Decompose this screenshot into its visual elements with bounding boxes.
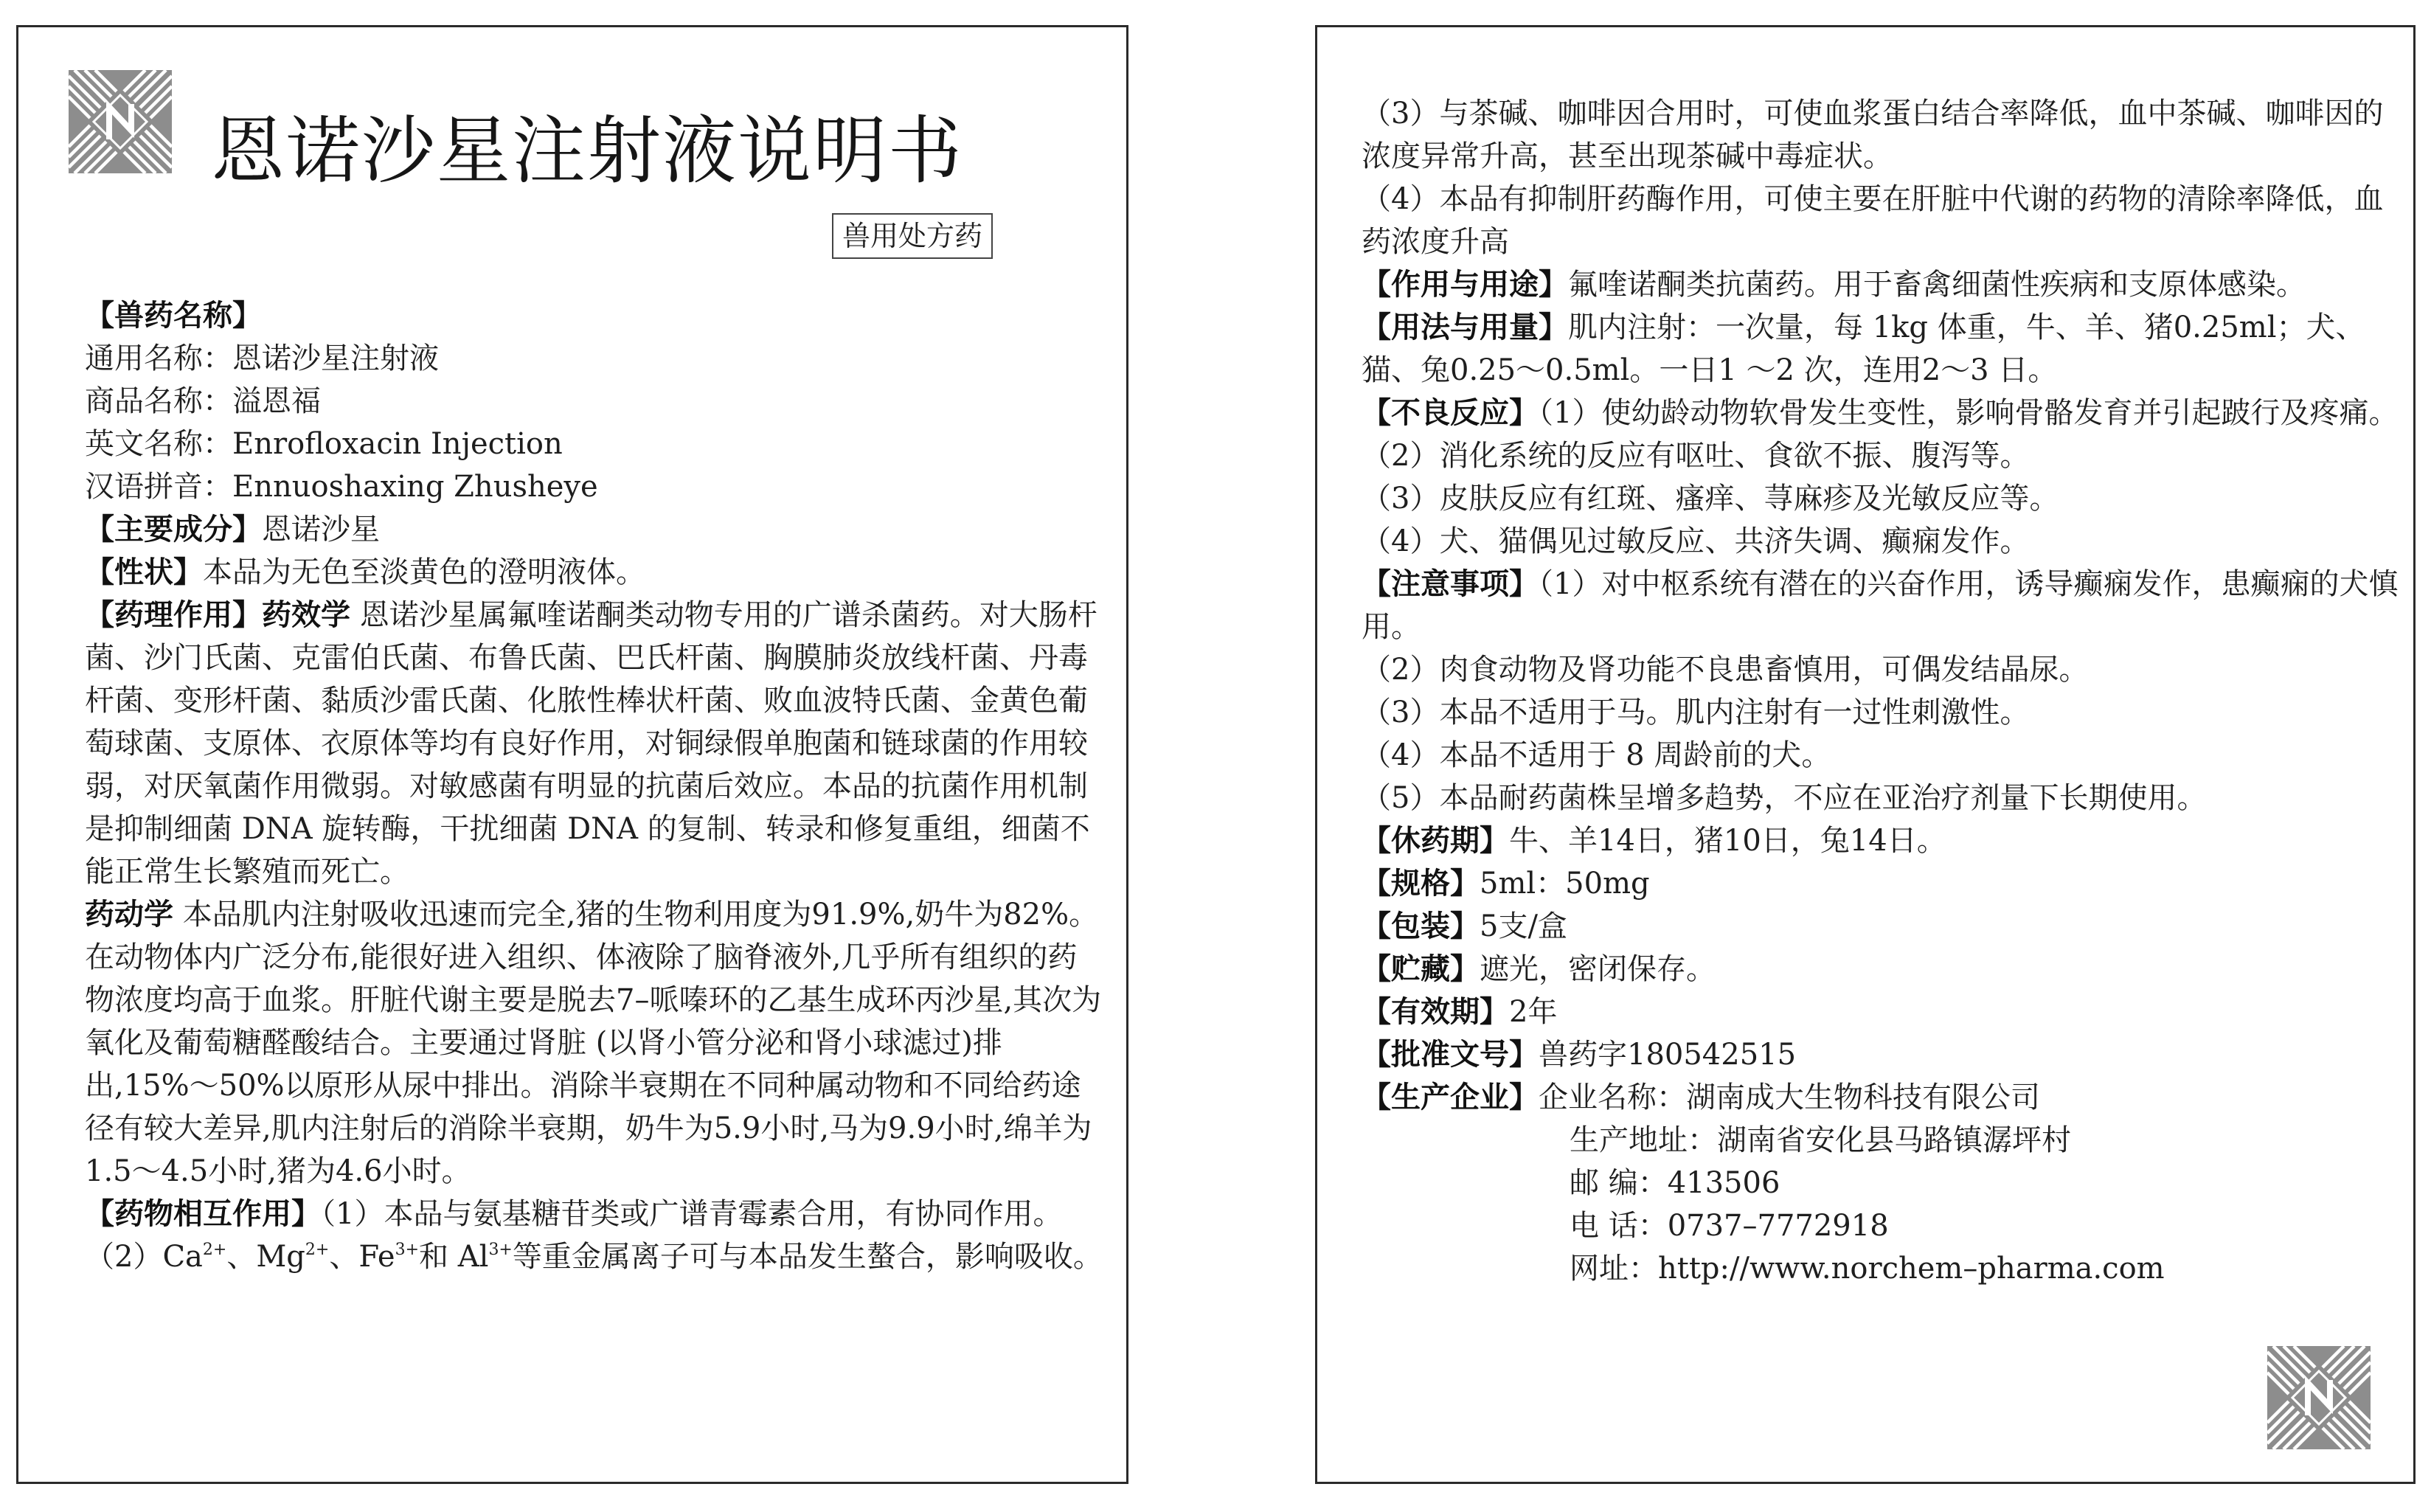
storage-text: 遮光，密闭保存。 [1480,952,1716,986]
precautions-heading: 【注意事项】 [1362,566,1539,601]
pk-text: 本品肌内注射吸收迅速而完全,猪的生物利用度为91.9%,奶牛为82%。在动物体内广泛分布,能很好进入组织、体液除了脑脊液外,几乎所有组织的药物浓度均高于血浆。肝脏代谢主要是脱去7–哌嗪环的乙基生成环丙沙星,其次为氧化及葡萄糖醛酸结合。主要通过肾脏 (以肾小管分泌和肾小球滤过)排出,15%～50%以原形从尿中排出。消除半衰期在不同种属动物和不同给药途径有较大差异,肌内注射后的消除半衰期，奶牛为5.9小时,马为9.9小时,绵羊为1.5～4.5小时,猪为4.6小时。 [85,898,1102,1188]
adverse-section [1362,392,2401,434]
page-title: 恩诺沙星注射液说明书 [211,108,963,194]
withdrawal-section [1362,819,2401,862]
approval-section [1362,1033,2401,1076]
properties-text: 本品为无色至淡黄色的澄明液体。 [203,555,645,589]
ion-charge: 3+ [488,1241,513,1259]
ion-charge: 2+ [305,1241,330,1259]
properties-heading: 【性状】 [85,555,203,589]
pd-heading: 药效学 [262,597,350,632]
dosage-heading: 【用法与用量】 [1362,310,1568,344]
pharmacokinetics-section [85,893,1106,1193]
validity-text: 2年 [1509,995,1558,1029]
package-section [1362,905,2401,948]
validity-section [1362,991,2401,1033]
approval-heading: 【批准文号】 [1362,1037,1539,1072]
rx-badge: 兽用处方药 [832,213,993,259]
precautions-section [1362,563,2401,648]
precaution-item-4: （4）本品不适用于 8 周龄前的犬。 [1362,738,1831,772]
company-name: 企业名称：湖南成大生物科技有限公司 [1539,1081,2040,1114]
pharmacology-heading: 【药理作用】 [85,597,262,632]
ion-charge: 3+ [395,1241,420,1259]
validity-heading: 【有效期】 [1362,994,1509,1029]
interaction-2-text-a: （2）Ca [85,1240,203,1274]
name-heading: 【兽药名称】 [85,298,262,333]
withdrawal-heading: 【休药期】 [1362,823,1509,858]
english-name: 英文名称：Enrofloxacin Injection [85,427,563,461]
precaution-item-1: （1）对中枢系统有潜在的兴奋作用，诱导癫痫发作，患癫痫的犬慎用。 [1362,567,2399,644]
precaution-item-3: （3）本品不适用于马。肌内注射有一过性刺激性。 [1362,696,2030,729]
indications-heading: 【作用与用途】 [1362,267,1568,302]
ingredients-heading: 【主要成分】 [85,512,262,547]
pk-heading: 药动学 [85,897,173,932]
interaction-2-text-d: 和 Al [419,1240,489,1274]
company-address: 生产地址：湖南省安化县马路镇潺坪村 [1570,1123,2071,1157]
interaction-item-3: （3）与茶碱、咖啡因合用时，可使血浆蛋白结合率降低，血中茶碱、咖啡因的浓度异常升高，甚至出现茶碱中毒症状。 [1362,97,2384,173]
adverse-item-3: （3）皮肤反应有红斑、瘙痒、荨麻疹及光敏反应等。 [1362,482,2059,516]
storage-heading: 【贮藏】 [1362,951,1480,986]
dosage-text: 肌内注射：一次量，每 1kg 体重，牛、羊、猪0.25ml；犬、猫、兔0.25～0.5ml。一日1 ～2 次，连用2～3 日。 [1362,311,2365,387]
ion-charge: 2+ [202,1241,227,1259]
interaction-item-4: （4）本品有抑制肝药酶作用，可使主要在肝脏中代谢的药物的清除率降低，血药浓度升高 [1362,182,2384,259]
ingredients-section [85,508,1106,551]
manufacturer-section [1362,1076,2401,1119]
storage-section [1362,948,2401,991]
approval-text: 兽药字180542515 [1539,1038,1797,1072]
indications-section [1362,263,2401,306]
right-panel [1315,25,2416,1484]
left-panel [16,25,1128,1484]
adverse-heading: 【不良反应】 [1362,395,1539,430]
properties-section [85,551,1106,594]
interaction-item-1: （1）本品与氨基糖苷类或广谱青霉素合用，有协同作用。 [321,1197,1063,1231]
ingredients-text: 恩诺沙星 [262,513,380,547]
pinyin-name: 汉语拼音：Ennuoshaxing Zhusheye [85,470,598,504]
interactions-heading: 【药物相互作用】 [85,1196,321,1231]
package-text: 5支/盒 [1480,909,1567,943]
withdrawal-text: 牛、羊14日，猪10日，兔14日。 [1509,824,1946,858]
n-logo-icon [2267,1346,2371,1449]
generic-name: 通用名称：恩诺沙星注射液 [85,341,439,375]
adverse-item-4: （4）犬、猫偶见过敏反应、共济失调、癫痫发作。 [1362,524,2030,558]
interaction-2-text-c: 、Fe [329,1240,395,1274]
spec-text: 5ml：50mg [1480,867,1650,901]
right-body [1362,92,2401,1290]
company-postcode: 邮 编：413506 [1570,1166,1780,1200]
trade-name: 商品名称：溢恩福 [85,384,321,418]
interaction-2-text-b: 、Mg [226,1240,305,1274]
spec-section [1362,862,2401,905]
company-phone: 电 话：0737–7772918 [1570,1209,1889,1243]
pharmacodynamics-section [85,594,1106,893]
precaution-item-2: （2）肉食动物及肾功能不良患畜慎用，可偶发结晶尿。 [1362,653,2089,687]
pd-text: 恩诺沙星属氟喹诺酮类动物专用的广谱杀菌药。对大肠杆菌、沙门氏菌、克雷伯氏菌、布鲁氏菌、巴氏杆菌、胸膜肺炎放线杆菌、丹毒杆菌、变形杆菌、黏质沙雷氏菌、化脓性棒状杆菌、败血波特氏菌、金黄色葡萄球菌、支原体、衣原体等均有良好作用，对铜绿假单胞菌和链球菌的作用较弱，对厌氧菌作用微弱。对敏感菌有明显的抗菌后效应。本品的抗菌作用机制是抑制细菌 DNA 旋转酶，干扰细菌 DNA 的复制、转录和修复重组，细菌不能正常生长繁殖而死亡。 [85,598,1097,889]
manufacturer-heading: 【生产企业】 [1362,1080,1539,1114]
precaution-item-5: （5）本品耐药菌株呈增多趋势，不应在亚治疗剂量下长期使用。 [1362,781,2207,815]
interaction-item-2 [85,1235,1106,1278]
dosage-section [1362,306,2401,392]
interactions-section [85,1193,1106,1235]
left-body [85,294,1106,1278]
spec-heading: 【规格】 [1362,866,1480,901]
adverse-item-2: （2）消化系统的反应有呕吐、食欲不振、腹泻等。 [1362,439,2030,473]
package-heading: 【包装】 [1362,909,1480,943]
company-website: 网址：http://www.norchem–pharma.com [1570,1252,2165,1286]
interaction-2-text-e: 等重金属离子可与本品发生螯合，影响吸收。 [512,1240,1103,1274]
indications-text: 氟喹诺酮类抗菌药。用于畜禽细菌性疾病和支原体感染。 [1568,268,2306,302]
adverse-item-1: （1）使幼龄动物软骨发生变性，影响骨骼发育并引起跛行及疼痛。 [1539,396,2399,430]
